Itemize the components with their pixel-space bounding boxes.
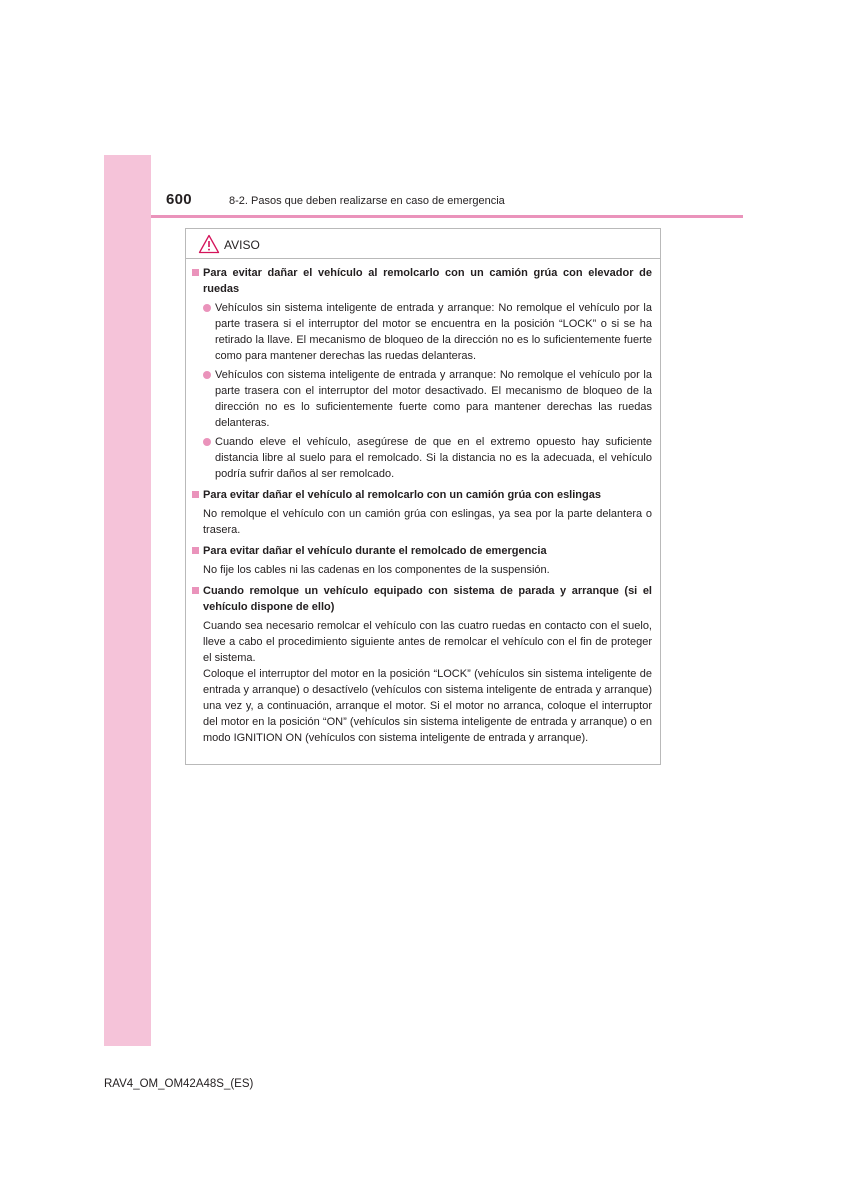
page-number: 600	[166, 191, 192, 208]
bullet-item-text: Cuando eleve el vehículo, asegúrese de que en el extremo opuesto hay suficiente distancia libre al suelo para el remolcado. Si la distancia no es la adecuada, el vehículo podría sufrir daños al ser remolcado.	[215, 436, 652, 480]
section-heading	[190, 265, 652, 297]
bullet-item	[190, 367, 652, 431]
section-heading-text: Para evitar dañar el vehículo al remolcarlo con un camión grúa con eslingas	[203, 489, 601, 501]
side-tab-band	[104, 155, 151, 1046]
warning-triangle-icon	[198, 234, 220, 254]
bullet-item	[190, 434, 652, 482]
warning-label: AVISO	[224, 237, 260, 252]
section-heading-text: Para evitar dañar el vehículo durante el remolcado de emergencia	[203, 545, 547, 557]
section-paragraph: No remolque el vehículo con un camión grúa con eslingas, ya sea por la parte delantera o trasera.	[203, 508, 652, 536]
section-paragraph: No fije los cables ni las cadenas en los componentes de la suspensión.	[203, 564, 550, 576]
bullet-item-text: Vehículos con sistema inteligente de entrada y arranque: No remolque el vehículo por la parte trasera con el interruptor del motor desactivado. El mecanismo de bloqueo de la dirección no es lo suficientemente fuerte como para mantener derechas las ruedas delanteras.	[215, 369, 652, 429]
warning-section	[190, 265, 652, 482]
section-heading-text: Cuando remolque un vehículo equipado con sistema de parada y arranque (si el vehículo dispone de ello)	[203, 585, 652, 613]
circle-bullet-icon	[203, 304, 211, 312]
warning-header	[186, 229, 660, 259]
warning-section	[190, 487, 652, 538]
warning-section	[190, 583, 652, 746]
circle-bullet-icon	[203, 371, 211, 379]
section-heading	[190, 543, 652, 559]
section-paragraph: Coloque el interruptor del motor en la posición “LOCK” (vehículos sin sistema inteligente de entrada y arranque) o desactívelo (vehículos con sistema inteligente de entrada y arranque) una vez y, a continuación, arranque el motor. Si el motor no arranca, coloque el interruptor del motor en la posición “ON” (vehículos sin sistema inteligente de entrada y arranque) o en modo IGNITION ON (vehículos con sistema inteligente de entrada y arranque).	[203, 668, 652, 744]
warning-box	[185, 228, 661, 765]
section-title: 8-2. Pasos que deben realizarse en caso de emergencia	[229, 195, 505, 207]
square-bullet-icon	[192, 269, 199, 276]
header-rule	[151, 215, 743, 218]
bullet-item	[190, 300, 652, 364]
section-heading	[190, 487, 652, 503]
square-bullet-icon	[192, 491, 199, 498]
section-heading-text: Para evitar dañar el vehículo al remolcarlo con un camión grúa con elevador de ruedas	[203, 267, 652, 295]
square-bullet-icon	[192, 547, 199, 554]
warning-content	[186, 259, 660, 746]
section-heading	[190, 583, 652, 615]
square-bullet-icon	[192, 587, 199, 594]
circle-bullet-icon	[203, 438, 211, 446]
bullet-item-text: Vehículos sin sistema inteligente de entrada y arranque: No remolque el vehículo por la parte trasera si el interruptor del motor se encuentra en la posición “LOCK” o si se ha retirado la llave. El mecanismo de bloqueo de la dirección no es lo suficientemente fuerte como para mantener derechas las ruedas delanteras.	[215, 302, 652, 362]
section-paragraph: Cuando sea necesario remolcar el vehículo con las cuatro ruedas en contacto con el suelo, lleve a cabo el procedimiento siguiente antes de remolcar el vehículo con el fin de proteger el sistema.	[203, 620, 652, 664]
warning-section	[190, 543, 652, 578]
document-code: RAV4_OM_OM42A48S_(ES)	[104, 1078, 254, 1090]
